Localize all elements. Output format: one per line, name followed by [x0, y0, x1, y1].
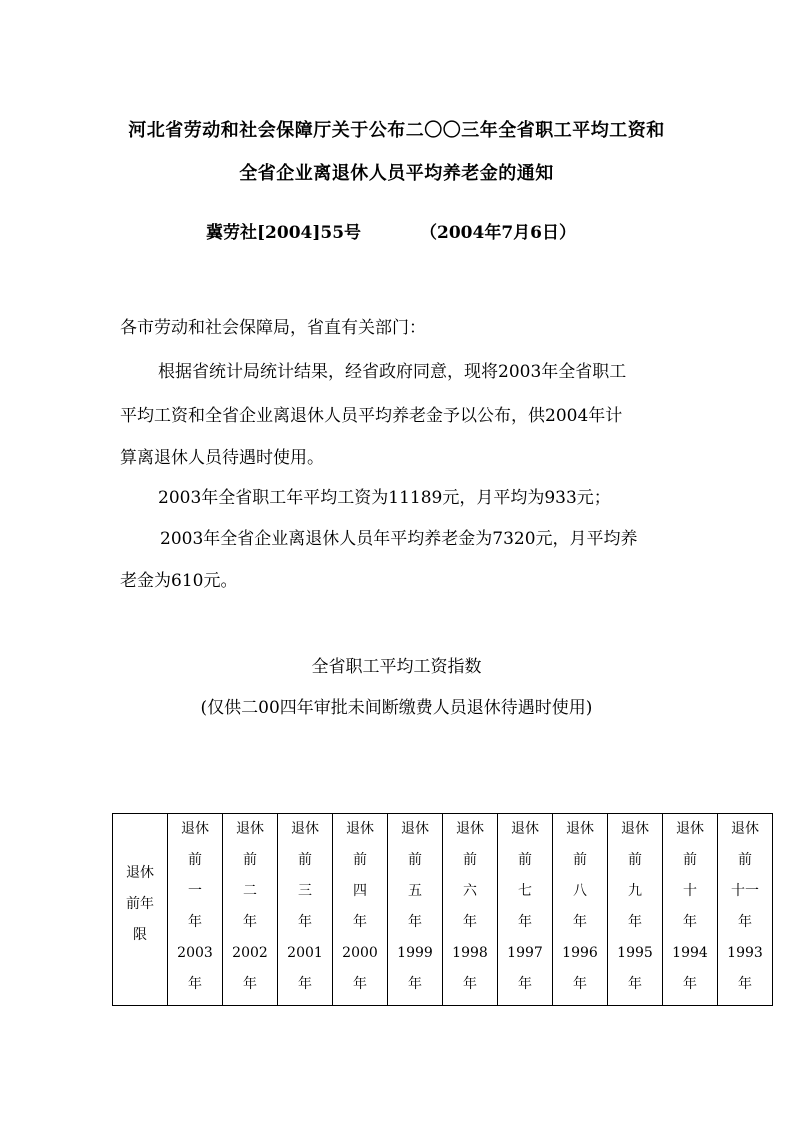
year-column-cell — [388, 814, 443, 1006]
column-text: 前 — [353, 852, 367, 868]
body-line-2: 平均工资和全省企业离退休人员平均养老金予以公布，供2004年计 — [120, 406, 623, 426]
column-text: 五 — [408, 883, 422, 899]
column-text: 退休 — [731, 821, 759, 837]
table-row — [113, 814, 773, 1006]
column-text: 年 — [353, 976, 367, 992]
column-text: 年 — [463, 976, 477, 992]
year-column-cell — [498, 814, 553, 1006]
year-value: 1995 — [617, 945, 653, 961]
column-text: 九 — [628, 883, 642, 899]
column-text: 三 — [298, 883, 312, 899]
column-text: 退休 — [401, 821, 429, 837]
column-text: 前 — [738, 852, 752, 868]
column-text: 年 — [683, 914, 697, 930]
year-column-cell — [718, 814, 773, 1006]
column-text: 四 — [353, 883, 367, 899]
column-text: 一 — [188, 883, 202, 899]
column-text: 退休 — [621, 821, 649, 837]
column-text: 年 — [518, 976, 532, 992]
column-text: 年 — [188, 976, 202, 992]
average-pension-line-1: 2003年全省企业离退休人员年平均养老金为7320元，月平均养 — [160, 529, 638, 549]
column-text: 前 — [243, 852, 257, 868]
year-column-cell — [278, 814, 333, 1006]
column-text: 二 — [243, 883, 257, 899]
year-column-cell — [553, 814, 608, 1006]
year-column-cell — [443, 814, 498, 1006]
year-value: 2002 — [232, 945, 268, 961]
average-wage-line: 2003年全省职工年平均工资为11189元，月平均为933元； — [158, 488, 611, 508]
column-text: 前 — [408, 852, 422, 868]
year-value: 2000 — [342, 945, 378, 961]
year-column-cell — [608, 814, 663, 1006]
column-text: 退休 — [346, 821, 374, 837]
column-text: 前 — [188, 852, 202, 868]
row-header-text: 限 — [133, 927, 147, 943]
column-text: 年 — [408, 976, 422, 992]
column-text: 年 — [188, 914, 202, 930]
column-text: 前 — [573, 852, 587, 868]
column-text: 年 — [408, 914, 422, 930]
column-text: 年 — [353, 914, 367, 930]
column-text: 年 — [243, 914, 257, 930]
year-value: 1998 — [452, 945, 488, 961]
column-text: 十 — [683, 883, 697, 899]
column-text: 前 — [298, 852, 312, 868]
year-column-cell — [663, 814, 718, 1006]
column-text: 六 — [463, 883, 477, 899]
column-text: 年 — [628, 976, 642, 992]
column-text: 八 — [573, 883, 587, 899]
column-text: 退休 — [676, 821, 704, 837]
document-number: 冀劳社[2004]55号 — [206, 223, 362, 243]
column-text: 退休 — [511, 821, 539, 837]
column-text: 年 — [518, 914, 532, 930]
index-table-note: (仅供二00四年审批未间断缴费人员退休待遇时使用) — [200, 698, 593, 718]
body-line-1: 根据省统计局统计结果，经省政府同意，现将2003年全省职工 — [158, 362, 627, 382]
year-value: 1993 — [727, 945, 763, 961]
column-text: 七 — [518, 883, 532, 899]
column-text: 前 — [683, 852, 697, 868]
wage-index-table — [112, 813, 773, 1006]
column-text: 年 — [298, 914, 312, 930]
year-column-cell — [223, 814, 278, 1006]
document-title-line-1: 河北省劳动和社会保障厅关于公布二〇〇三年全省职工平均工资和 — [128, 120, 665, 141]
year-column-cell — [333, 814, 388, 1006]
row-header-cell — [113, 814, 168, 1006]
document-date: （2004年7月6日） — [420, 223, 576, 243]
year-value: 2001 — [287, 945, 323, 961]
column-text: 前 — [518, 852, 532, 868]
column-text: 十一 — [731, 883, 759, 899]
column-text: 年 — [573, 914, 587, 930]
row-header-text: 退休 — [126, 865, 154, 881]
index-table-title: 全省职工平均工资指数 — [311, 657, 482, 677]
year-value: 1994 — [672, 945, 708, 961]
column-text: 年 — [683, 976, 697, 992]
column-text: 年 — [628, 914, 642, 930]
year-value: 1996 — [562, 945, 598, 961]
column-text: 年 — [243, 976, 257, 992]
column-text: 退休 — [236, 821, 264, 837]
year-value: 2003 — [177, 945, 213, 961]
year-value: 1999 — [397, 945, 433, 961]
column-text: 年 — [298, 976, 312, 992]
year-value: 1997 — [507, 945, 543, 961]
column-text: 退休 — [566, 821, 594, 837]
column-text: 年 — [738, 976, 752, 992]
body-line-3: 算离退休人员待遇时使用。 — [120, 448, 324, 468]
year-column-cell — [168, 814, 223, 1006]
document-title-line-2: 全省企业离退休人员平均养老金的通知 — [239, 163, 554, 184]
column-text: 退休 — [181, 821, 209, 837]
salutation: 各市劳动和社会保障局，省直有关部门： — [120, 318, 426, 338]
column-text: 前 — [463, 852, 477, 868]
column-text: 退休 — [456, 821, 484, 837]
column-text: 前 — [628, 852, 642, 868]
column-text: 年 — [463, 914, 477, 930]
average-pension-line-2: 老金为610元。 — [120, 571, 238, 591]
row-header-text: 前年 — [126, 896, 154, 912]
column-text: 退休 — [291, 821, 319, 837]
column-text: 年 — [573, 976, 587, 992]
column-text: 年 — [738, 914, 752, 930]
